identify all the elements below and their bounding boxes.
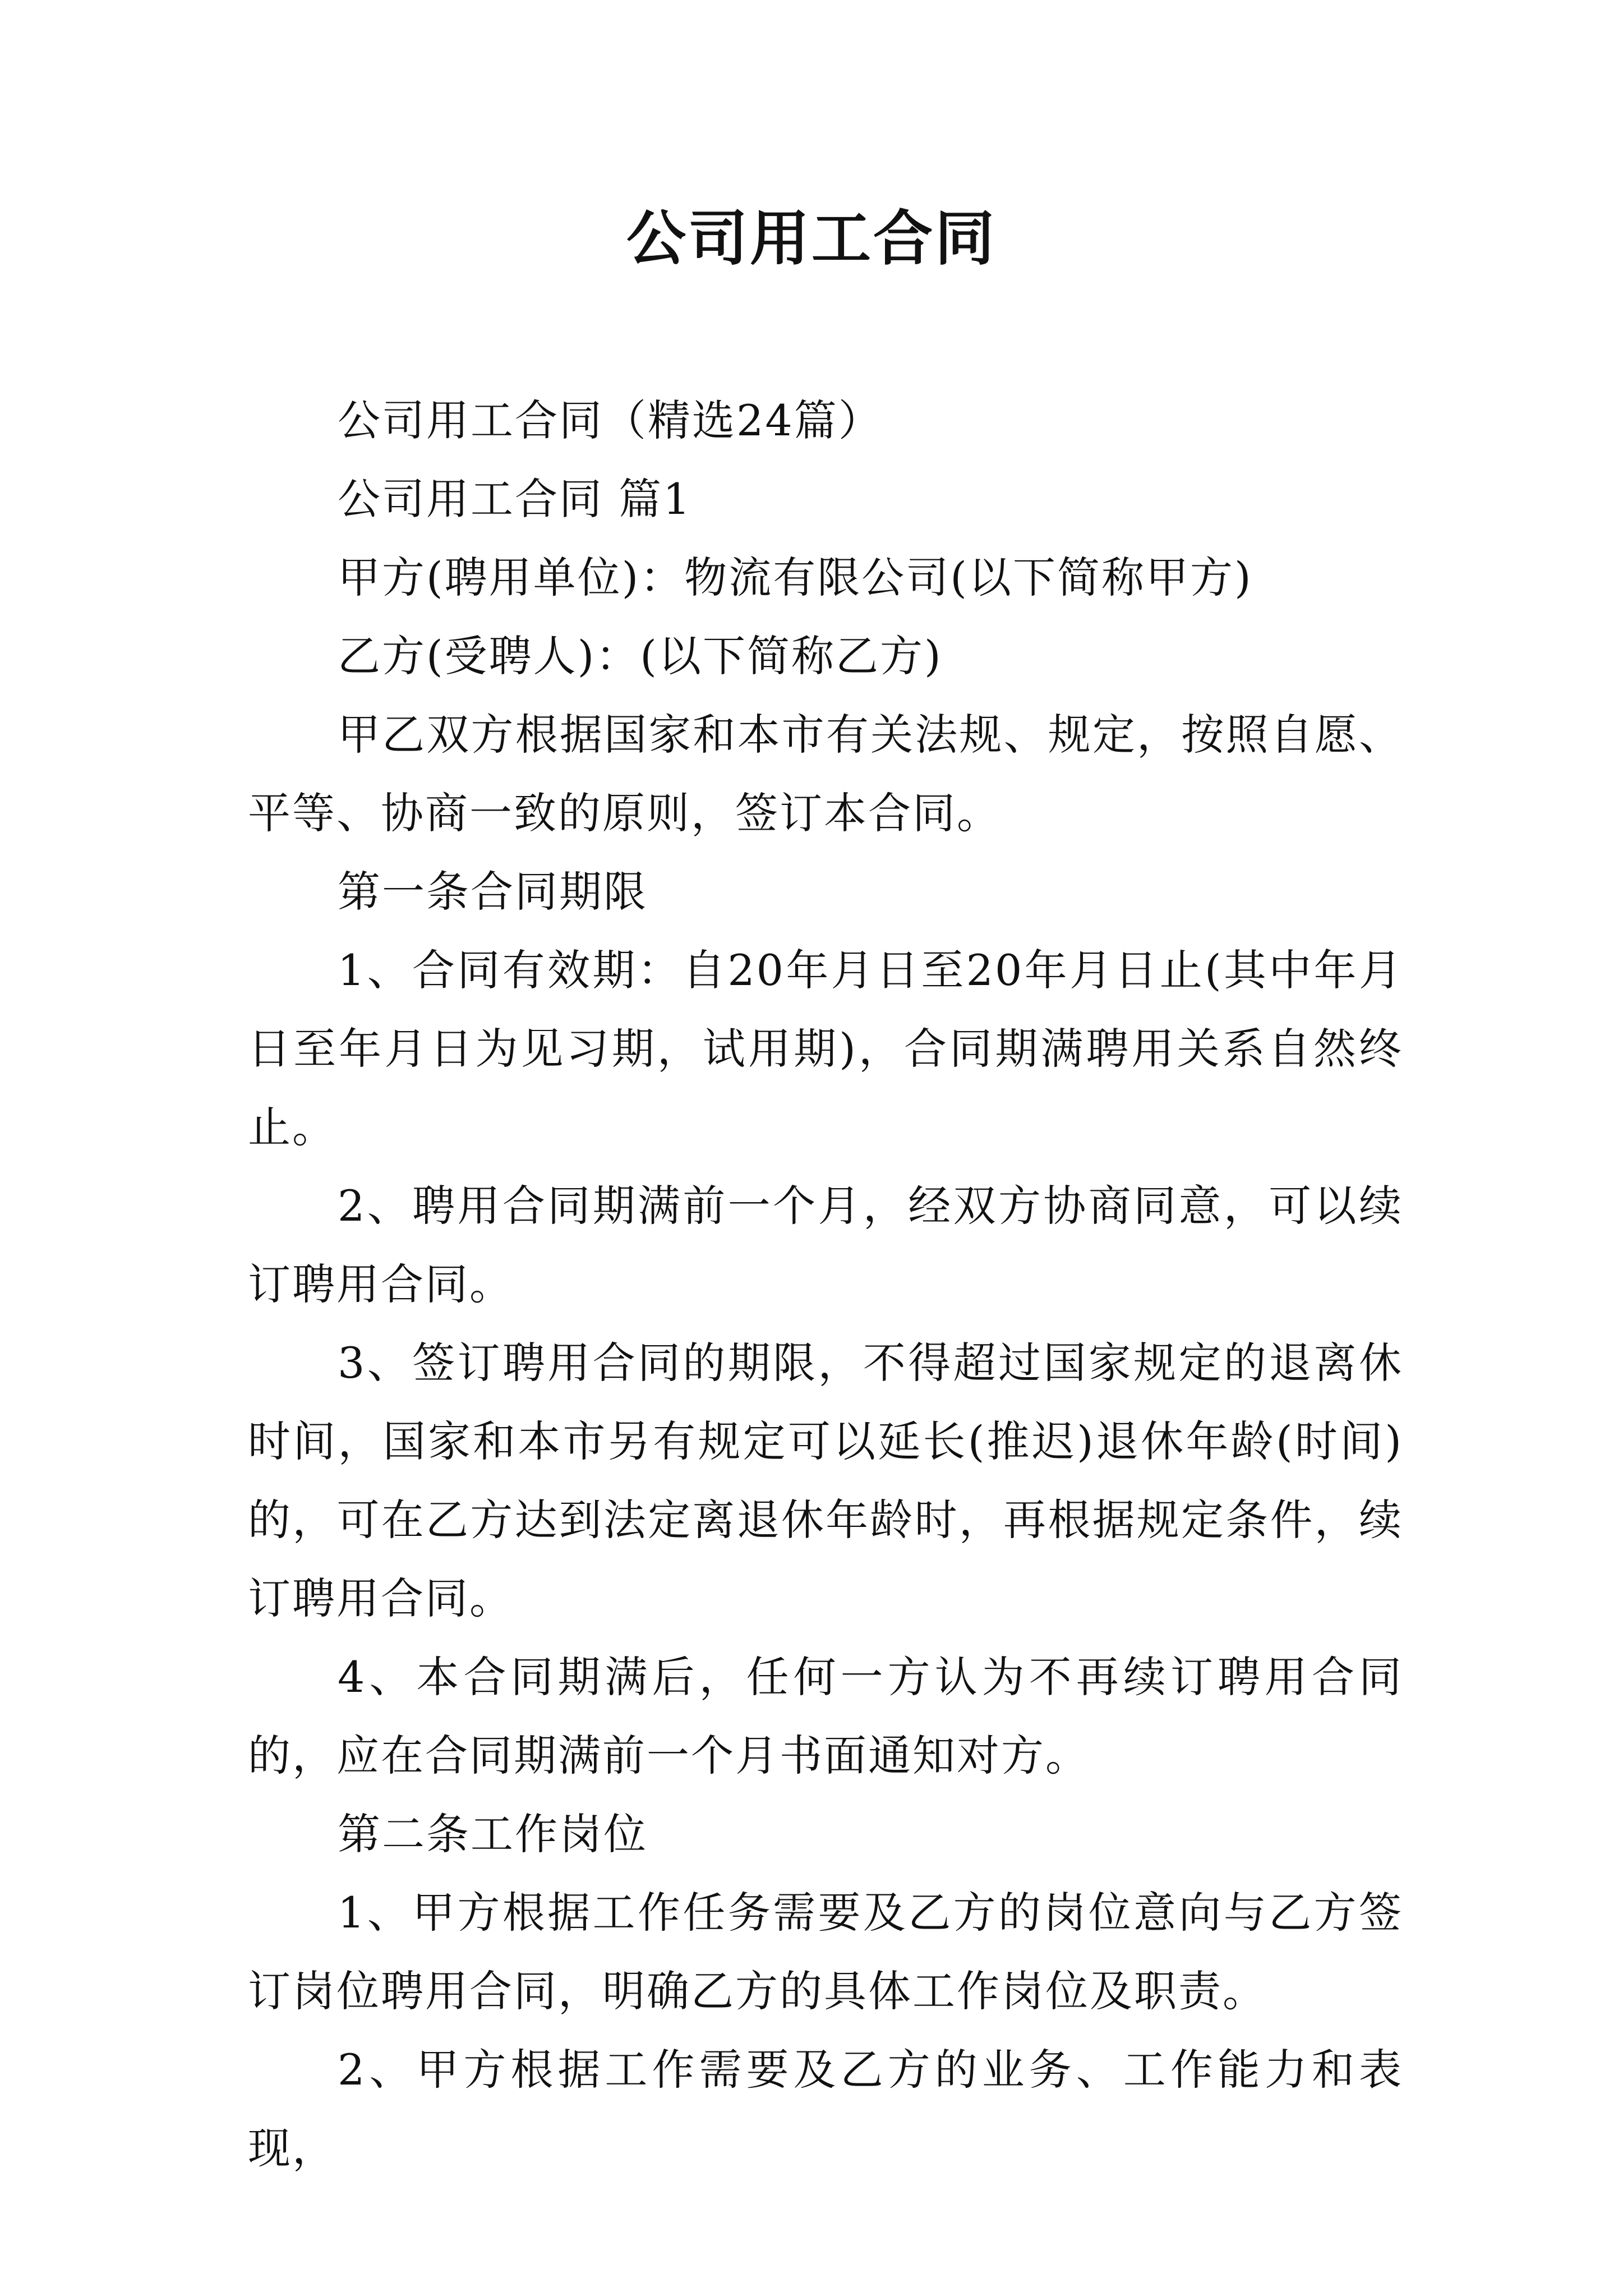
clause-paragraph: 2、甲方根据工作需要及乙方的业务、工作能力和表现， [248,2045,1403,2173]
clause-paragraph: 3、签订聘用合同的期限，不得超过国家规定的退离休时间，国家和本市另有规定可以延长(推迟)退休年龄(时间)的，可在乙方达到法定离退休年龄时，再根据规定条件，续订聘用合同。 [248,1338,1403,1623]
document-body [248,381,1403,2188]
party-a-line: 甲方(聘用单位)：物流有限公司(以下简称甲方) [338,553,1253,602]
article-heading: 第一条合同期限 [338,867,648,917]
document-title: 公司用工合同 [626,203,997,273]
party-b-line: 乙方(受聘人)：(以下简称乙方) [338,631,943,681]
preamble-paragraph: 甲乙双方根据国家和本市有关法规、规定，按照自愿、平等、协商一致的原则，签订本合同。 [248,710,1403,838]
clause-paragraph: 1、合同有效期：自20年月日至20年月日止(其中年月日至年月日为见习期，试用期)，合同期满聘用关系自然终止。 [248,945,1403,1152]
article-heading: 第二条工作岗位 [338,1809,648,1859]
subtitle-line: 公司用工合同（精选24篇） [338,395,883,445]
section-heading: 公司用工合同 篇1 [338,474,692,524]
clause-paragraph: 1、甲方根据工作任务需要及乙方的岗位意向与乙方签订岗位聘用合同，明确乙方的具体工作岗位及职责。 [248,1888,1403,2016]
clause-paragraph: 2、聘用合同期满前一个月，经双方协商同意，可以续订聘用合同。 [248,1181,1403,1309]
clause-paragraph: 4、本合同期满后，任何一方认为不再续订聘用合同的，应在合同期满前一个月书面通知对方。 [248,1652,1403,1780]
